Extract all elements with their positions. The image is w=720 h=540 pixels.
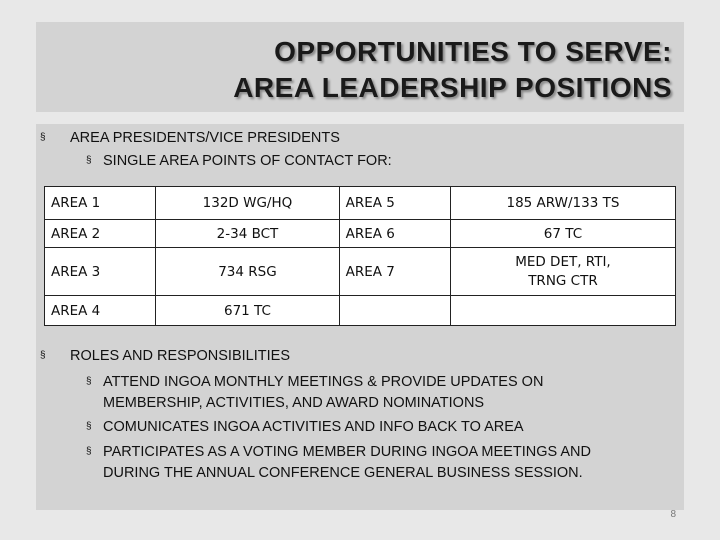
table-row xyxy=(45,296,676,326)
area-unit: 67 TC xyxy=(450,220,675,248)
bullet-single-poc: SINGLE AREA POINTS OF CONTACT FOR: xyxy=(103,153,392,169)
bullet-attend-line-1: ATTEND INGOA MONTHLY MEETINGS & PROVIDE UPDATES ON xyxy=(103,374,544,390)
area-label: AREA 6 xyxy=(339,220,450,248)
bullet-glyph: § xyxy=(86,376,92,387)
area-label: AREA 2 xyxy=(45,220,156,248)
area-label: AREA 7 xyxy=(339,248,450,296)
area-label: AREA 4 xyxy=(45,296,156,326)
table-row xyxy=(45,248,676,296)
bullet-glyph: § xyxy=(40,132,46,143)
bullet-attend-line-2: MEMBERSHIP, ACTIVITIES, AND AWARD NOMINATIONS xyxy=(103,395,485,411)
bullet-glyph: § xyxy=(86,446,92,457)
table-row xyxy=(45,187,676,220)
area-unit: 185 ARW/133 TS xyxy=(450,187,675,220)
area-unit-line-2: TRNG CTR xyxy=(528,272,598,289)
bullet-glyph: § xyxy=(86,421,92,432)
area-label: AREA 3 xyxy=(45,248,156,296)
area-unit: 132D WG/HQ xyxy=(156,187,339,220)
slide-title-line-1: OPPORTUNITIES TO SERVE: xyxy=(274,36,672,67)
page-number: 8 xyxy=(670,509,676,520)
area-unit xyxy=(450,248,675,296)
bullet-participates-line-1: PARTICIPATES AS A VOTING MEMBER DURING INGOA MEETINGS AND xyxy=(103,444,591,460)
bullet-communicates: COMUNICATES INGOA ACTIVITIES AND INFO BACK TO AREA xyxy=(103,419,524,435)
title-banner xyxy=(36,22,684,112)
area-unit: 2-34 BCT xyxy=(156,220,339,248)
area-label xyxy=(339,296,450,326)
area-unit: 671 TC xyxy=(156,296,339,326)
table-row xyxy=(45,220,676,248)
bullet-glyph: § xyxy=(86,155,92,166)
bullet-glyph: § xyxy=(40,350,46,361)
area-unit: 734 RSG xyxy=(156,248,339,296)
area-table xyxy=(44,186,676,326)
slide-title-line-2: AREA LEADERSHIP POSITIONS xyxy=(233,72,672,103)
area-unit xyxy=(450,296,675,326)
bullet-participates-line-2: DURING THE ANNUAL CONFERENCE GENERAL BUSINESS SESSION. xyxy=(103,465,583,481)
area-unit-line-1: MED DET, RTI, xyxy=(515,253,611,270)
bullet-area-presidents: AREA PRESIDENTS/VICE PRESIDENTS xyxy=(70,130,340,146)
bullet-roles: ROLES AND RESPONSIBILITIES xyxy=(70,348,290,364)
area-label: AREA 1 xyxy=(45,187,156,220)
area-label: AREA 5 xyxy=(339,187,450,220)
